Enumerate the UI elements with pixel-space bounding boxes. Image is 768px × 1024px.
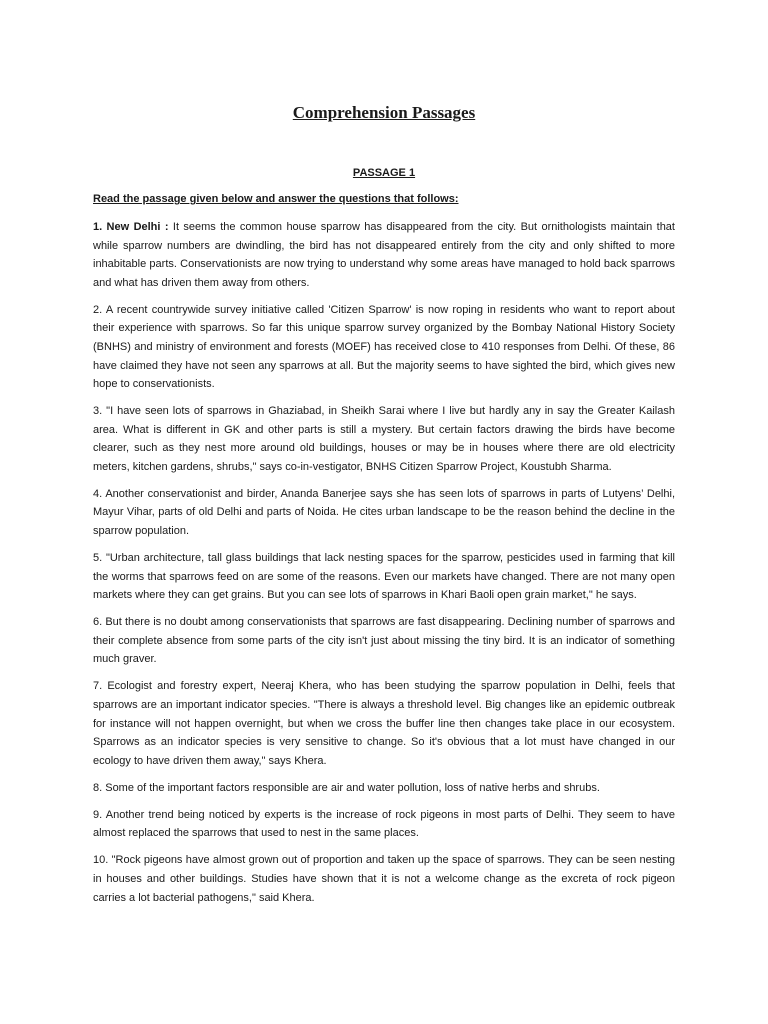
paragraph-3 [93,402,675,476]
paragraph-8 [93,779,675,798]
paragraph-text: 5. "Urban architecture, tall glass buildings that lack nesting spaces for the sparrow, pesticides used in farming that kill the worms that sparrows feed on are some of the reasons. Even our markets have changed. There are not many open markets where they can get grains. But you can see lots of sparrows in Khari Baoli open grain market," he says. [93,552,675,602]
paragraph-text: 3. "I have seen lots of sparrows in Ghaziabad, in Sheikh Sarai where I live but hardly any in say the Greater Kailash area. What is different in GK and other parts is still a mystery. But certain factors drawing the birds have become clearer, such as they nest more around old buildings, houses or may be in houses where there are old electricity meters, kitchen gardens, shrubs," says co-in-vestigator, BNHS Citizen Sparrow Project, Koustubh Sharma. [93,405,675,473]
paragraph-2 [93,301,675,394]
paragraph-text: 6. But there is no doubt among conservationists that sparrows are fast disappearing. Declining number of sparrows and their complete absence from some parts of the city isn't just about missing the tiny bird. It is an indicator of something much graver. [93,616,675,666]
document-title: Comprehension Passages [292,103,476,122]
paragraph-text: It seems the common house sparrow has disappeared from the city. But ornithologists maintain that while sparrow numbers are dwindling, the bird has not disappeared entirely from the city and only shifted to more inhabitable parts. Conservationists are now trying to understand why some areas have managed to hold back sparrows and what has driven them away from others. [93,221,675,289]
paragraph-text: 7. Ecologist and forestry expert, Neeraj Khera, who has been studying the sparrow population in Delhi, feels that sparrows are an important indicator species. "There is always a threshold level. Big changes like an epidemic outbreak for instance will not happen overnight, but when we cross the buffer line then changes take place in our ecosystem. Sparrows as an indicator species is very sensitive to change. So it's obvious that a lot must have changed in our ecology to have driven them away," says Khera. [93,680,675,767]
passage-heading: PASSAGE 1 [352,167,416,179]
paragraph-9 [93,806,675,843]
paragraph-1 [93,218,675,292]
paragraph-5 [93,549,675,605]
paragraph-7 [93,677,675,770]
paragraph-lead: 1. New Delhi : [93,221,169,233]
paragraph-text: 10. "Rock pigeons have almost grown out of proportion and taken up the space of sparrows. They can be seen nesting in houses and other buildings. Studies have shown that it is not a welcome change as the excreta of rock pigeon carries a lot bacterial pathogens," said Khera. [93,854,675,904]
paragraph-6 [93,613,675,669]
paragraph-10 [93,851,675,907]
paragraph-text: 4. Another conservationist and birder, Ananda Banerjee says she has seen lots of sparrows in parts of Lutyens’ Delhi, Mayur Vihar, parts of old Delhi and parts of Noida. He cites urban landscape to be the reason behind the decline in the sparrow population. [93,487,675,538]
paragraph-text: 2. A recent countrywide survey initiative called 'Citizen Sparrow' is now roping in residents who want to report about their experience with sparrows. So far this unique sparrow survey organized by the Bombay National History Society (BNHS) and ministry of environment and forests (MOEF) has received close to 410 responses from Delhi. Of these, 86 have claimed they have not seen any sparrows at all. But the majority seems to have sighted the bird, which gives new hope to conservationists. [93,303,675,391]
instruction-text: Read the passage given below and answer the questions that follows: [93,193,459,205]
paragraph-text: 8. Some of the important factors responsible are air and water pollution, loss of native herbs and shrubs. [93,781,600,794]
paragraph-text: 9. Another trend being noticed by experts is the increase of rock pigeons in most parts of Delhi. They seem to have almost replaced the sparrows that used to nest in the same places. [93,808,675,840]
passage-body [93,218,675,916]
paragraph-4 [93,485,675,541]
